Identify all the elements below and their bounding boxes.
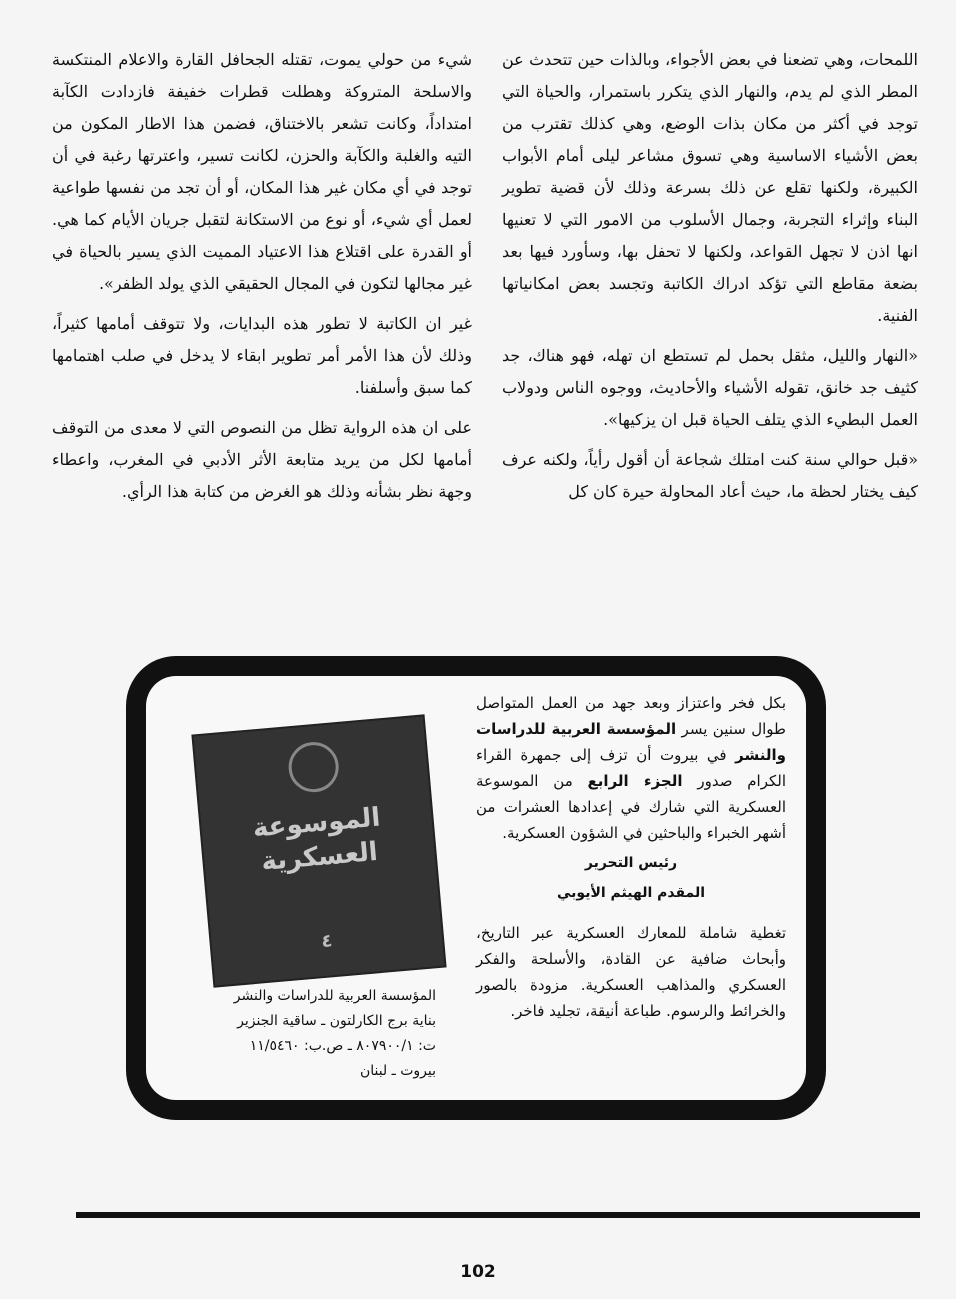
advertisement-intro: بكل فخر واعتزاز وبعد جهد من العمل المتواصل طوال سنين يسر المؤسسة العربية للدراسات والنشر في بيروت أن تزف إلى جمهرة القراء الكرام صدور الجزء الرابع من الموسوعة العسكرية التي شارك في إعدادها العشرات من أشهر الخبراء والباحثين في الشؤون العسكرية. xyxy=(476,694,786,842)
paragraph: غير ان الكاتبة لا تطور هذه البدايات، ولا تتوقف أمامها كثيراً، وذلك لأن هذا الأمر أمر تطوير ابقاء لا يدخل في صلب اهتمامها كما سبق وأسلفنا. xyxy=(52,314,472,397)
emblem-icon xyxy=(287,740,341,794)
footer-rule xyxy=(76,1212,920,1218)
paragraph: شيء من حولي يموت، تقتله الجحافل القارة والاعلام المنتكسة والاسلحة المتروكة وهطلت قطرات خفيفة فازدادت الكآبة امتداداً، وكانت تشعر بالاختناق، فضمن هذا الاطار المكون من التيه والغلبة والكآبة والحزن، لكانت تسير، واعترتها رغبة في أن توجد في أي مكان غير هذا المكان، أو أن تجد من نفسها طواعية لعمل أي شيء، أو نوع من الاستكانة لتقبل جريان الأيام كما هي. أو القدرة على اقتلاع هذا الاعتياد المميت الذي يسير بالحياة في غير مجالها لتكون في المجال الحقيقي الذي يولد الظفر». xyxy=(52,50,472,293)
address-line: بيروت ـ لبنان xyxy=(359,1063,436,1079)
book-cover-image xyxy=(194,716,445,985)
address-line: بناية برج الكارلتون ـ ساقية الجنزير xyxy=(237,1013,436,1029)
advertisement-text xyxy=(476,690,786,1024)
editor-title: رئيس التحرير xyxy=(584,855,678,871)
paragraph: اللمحات، وهي تضعنا في بعض الأجواء، وبالذات حين تتحدث عن المطر الذي لم يدم، والنهار الذي يتكرر باستمرار، والحياة التي توجد في أكثر من مكان بذات الوضع، وهي كذلك تقترب من بعض الأشياء الاساسية وهي تسوق مشاعر ليلى أمام الأبواب الكبيرة، ولكنها تقلع عن ذلك بسرعة وذلك لأن قضية تطوير البناء وإثراء التجربة، وجمال الأسلوب من الامور التي لا تعنيها انها اذن لا تجهل القواعد، ولكنها لا تحفل بها، وسأورد فيها بعد بضعة مقاطع التي تؤكد ادراك الكاتبة وتجسد بعض امكانياتها الفنية. xyxy=(502,50,918,325)
address-line: ت: ٨٠٧٩٠٠/١ ـ ص.ب: ١١/٥٤٦٠ xyxy=(249,1038,436,1054)
article-right-column xyxy=(502,44,918,516)
address-line: المؤسسة العربية للدراسات والنشر xyxy=(233,988,436,1004)
advertisement-box xyxy=(126,656,826,1120)
advertisement-description: تغطية شاملة للمعارك العسكرية عبر التاريخ، وأبحاث ضافية عن القادة، والأسلحة والفكر العسكري والمذاهب العسكرية. مزودة بالصور والخرائط والرسوم. طباعة أنيقة، تجليد فاخر. xyxy=(476,924,786,1020)
advertisement-content xyxy=(146,676,806,1100)
publisher-name: المؤسسة العربية للدراسات والنشر xyxy=(476,720,786,764)
publisher-address xyxy=(176,984,436,1084)
book-cover-volume: ٤ xyxy=(320,930,334,953)
book-cover-title: الموسوعة العسكرية xyxy=(251,802,382,878)
paragraph: «قبل حوالي سنة كنت امتلك شجاعة أن أقول رأياً، ولكنه عرف كيف يختار لحظة ما، حيث أعاد المحاولة حيرة كان كل xyxy=(502,450,918,501)
page-number: 102 xyxy=(460,1262,496,1282)
paragraph: على ان هذه الرواية تظل من النصوص التي لا معدى من التوقف أمامها لكل من يريد متابعة الأثر الأدبي في المغرب، واعطاء وجهة نظر بشأنه وذلك هو الغرض من كتابة هذا الرأي. xyxy=(52,418,472,501)
paragraph: «النهار والليل، مثقل بحمل لم تستطع ان تهله، فهو هناك، جد كثيف جد خانق، تقوله الأشياء والأحاديث، ووجوه الناس ودولاب العمل البطيء الذي يتلف الحياة قبل ان يزكيها». xyxy=(502,346,918,429)
editor-name: المقدم الهيثم الأيوبي xyxy=(557,885,705,901)
volume-name: الجزء الرابع xyxy=(587,772,683,790)
article-left-column xyxy=(52,44,472,516)
